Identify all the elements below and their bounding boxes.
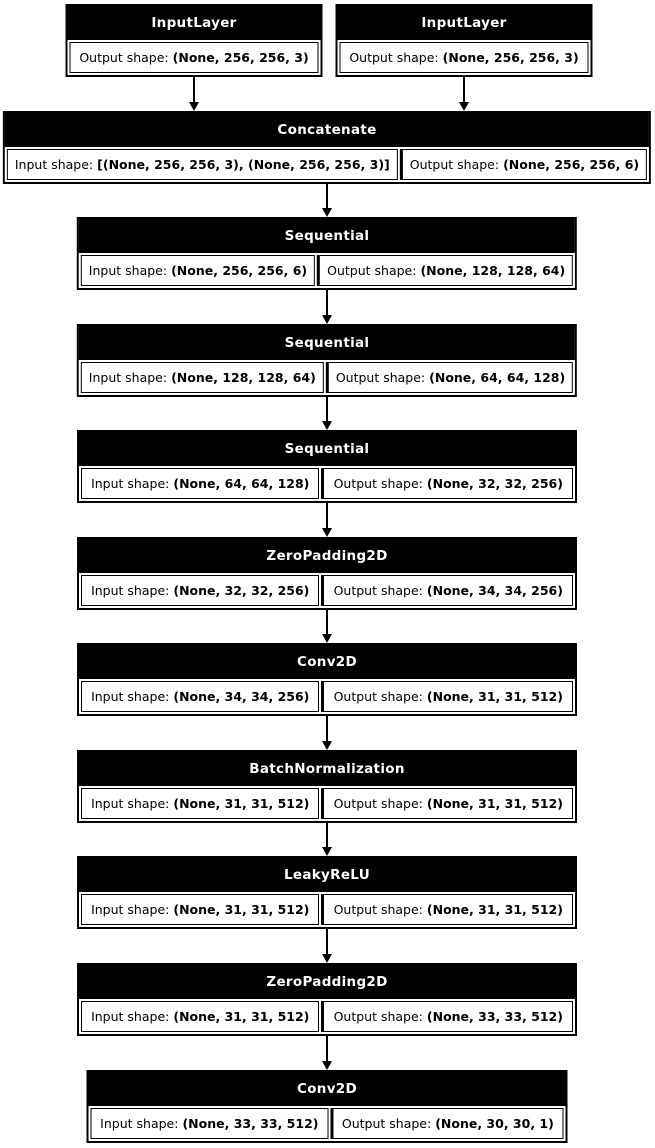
input-shape-cell (7, 149, 398, 180)
arrow-line (326, 503, 328, 530)
output-shape-cell (321, 468, 573, 499)
output-shape-label: Output shape: (341, 1116, 432, 1131)
input-shape-label: Input shape: (91, 796, 170, 811)
arrow-line (326, 1036, 328, 1063)
arrowhead-icon (322, 421, 332, 430)
output-shape-label: Output shape: (335, 370, 426, 385)
layer-name: InputLayer (421, 15, 507, 31)
output-shape-label: Output shape: (333, 476, 423, 491)
layer-title (79, 539, 575, 573)
output-shape-label: Output shape: (333, 796, 423, 811)
output-shape-cell (340, 42, 589, 73)
input-shape-value: (None, 31, 31, 512) (173, 796, 310, 811)
layer-title (338, 6, 591, 40)
layer-shapes (79, 253, 575, 288)
layer-shapes (79, 573, 575, 608)
arrow-line (326, 184, 328, 210)
layer-title (68, 6, 321, 40)
arrowhead-icon (322, 741, 332, 750)
input-shape-cell (81, 894, 319, 925)
layer-title (79, 752, 575, 786)
layer-shapes (79, 360, 575, 395)
output-shape-value: (None, 30, 30, 1) (435, 1116, 554, 1131)
edge-arrow-leakyrelu-zeropadding2 (321, 929, 333, 963)
layer-title (5, 113, 649, 147)
input-shape-label: Input shape: (91, 1009, 170, 1024)
layer-title (79, 645, 575, 679)
arrowhead-icon (189, 102, 199, 111)
output-shape-value: (None, 31, 31, 512) (426, 796, 563, 811)
output-shape-label: Output shape: (333, 689, 423, 704)
input-shape-label: Input shape: (91, 902, 170, 917)
arrow-line (326, 397, 328, 423)
output-shape-cell (321, 681, 573, 712)
input-shape-cell (81, 1001, 319, 1032)
input-shape-cell (81, 468, 319, 499)
edge-arrow-sequential2-sequential3 (321, 397, 333, 430)
edge-arrow-concatenate-sequential1 (321, 184, 333, 217)
layer-node-inputlayer-1 (66, 4, 323, 77)
output-shape-label: Output shape: (333, 902, 423, 917)
input-shape-cell (81, 575, 319, 606)
input-shape-cell (81, 788, 319, 819)
output-shape-cell (321, 1001, 573, 1032)
edge-arrow-batchnorm-leakyrelu (321, 823, 333, 856)
edge-arrow-input2-concatenate (458, 77, 470, 111)
input-shape-label: Input shape: (91, 689, 170, 704)
layer-shapes (79, 892, 575, 927)
layer-name: Sequential (284, 335, 370, 351)
layer-title (79, 965, 575, 999)
layer-name: Sequential (284, 228, 370, 244)
output-shape-cell (70, 42, 319, 73)
layer-title (79, 432, 575, 466)
input-shape-cell (81, 362, 324, 393)
layer-name: InputLayer (151, 15, 237, 31)
arrow-line (326, 290, 328, 317)
layer-node-sequential-1 (77, 217, 577, 290)
input-shape-label: Input shape: (91, 476, 170, 491)
layer-title (89, 1072, 566, 1106)
arrow-line (326, 823, 328, 849)
output-shape-label: Output shape: (349, 50, 439, 65)
edge-arrow-sequential1-sequential2 (321, 290, 333, 324)
layer-title (79, 219, 575, 253)
output-shape-value: (None, 256, 256, 6) (503, 157, 640, 172)
edge-arrow-zeropadding2-conv2 (321, 1036, 333, 1070)
layer-name: LeakyReLU (284, 867, 370, 883)
arrowhead-icon (322, 634, 332, 643)
input-shape-value: (None, 31, 31, 512) (173, 902, 310, 917)
output-shape-value: (None, 256, 256, 3) (172, 50, 309, 65)
input-shape-label: Input shape: (91, 583, 170, 598)
arrowhead-icon (322, 954, 332, 963)
input-shape-value: [(None, 256, 256, 3), (None, 256, 256, 3)] (97, 157, 390, 172)
input-shape-value: (None, 128, 128, 64) (171, 370, 316, 385)
output-shape-cell (321, 575, 573, 606)
output-shape-cell (321, 788, 573, 819)
input-shape-value: (None, 64, 64, 128) (173, 476, 310, 491)
input-shape-value: (None, 34, 34, 256) (173, 689, 310, 704)
output-shape-cell (400, 149, 647, 180)
arrowhead-icon (322, 847, 332, 856)
output-shape-value: (None, 32, 32, 256) (426, 476, 563, 491)
arrow-line (326, 929, 328, 956)
input-shape-cell (91, 1108, 329, 1139)
input-shape-label: Input shape: (100, 1116, 179, 1131)
layer-node-conv2d-2 (87, 1070, 568, 1143)
layer-node-sequential-3 (77, 430, 577, 503)
layer-node-sequential-2 (77, 324, 577, 397)
layer-shapes (68, 40, 321, 75)
layer-node-leakyrelu (77, 856, 577, 929)
input-shape-label: Input shape: (14, 157, 94, 172)
layer-title (79, 326, 575, 360)
output-shape-cell (326, 362, 573, 393)
layer-name: Sequential (284, 441, 370, 457)
output-shape-value: (None, 128, 128, 64) (420, 263, 566, 278)
output-shape-value: (None, 64, 64, 128) (429, 370, 566, 385)
output-shape-cell (317, 255, 573, 286)
output-shape-value: (None, 31, 31, 512) (426, 689, 563, 704)
output-shape-value: (None, 34, 34, 256) (426, 583, 563, 598)
output-shape-label: Output shape: (327, 263, 417, 278)
arrow-line (193, 77, 195, 104)
layer-shapes (5, 147, 649, 182)
output-shape-cell (330, 1108, 563, 1139)
input-shape-value: (None, 31, 31, 512) (173, 1009, 310, 1024)
layer-shapes (338, 40, 591, 75)
layer-node-zeropadding2d-1 (77, 537, 577, 610)
layer-node-inputlayer-2 (336, 4, 593, 77)
edge-arrow-input1-concatenate (188, 77, 200, 111)
layer-shapes (89, 1106, 566, 1141)
layer-name: ZeroPadding2D (266, 548, 388, 564)
input-shape-label: Input shape: (88, 370, 168, 385)
layer-name: ZeroPadding2D (266, 974, 388, 990)
arrow-line (326, 716, 328, 743)
output-shape-value: (None, 256, 256, 3) (442, 50, 579, 65)
edge-arrow-sequential3-zeropadding1 (321, 503, 333, 537)
layer-title (79, 858, 575, 892)
output-shape-label: Output shape: (333, 1009, 423, 1024)
edge-arrow-zeropadding1-conv1 (321, 610, 333, 643)
output-shape-label: Output shape: (409, 157, 500, 172)
output-shape-cell (321, 894, 573, 925)
arrowhead-icon (322, 528, 332, 537)
arrowhead-icon (322, 208, 332, 217)
layer-node-concatenate (3, 111, 651, 184)
arrowhead-icon (322, 315, 332, 324)
input-shape-value: (None, 256, 256, 6) (171, 263, 308, 278)
layer-shapes (79, 999, 575, 1034)
output-shape-value: (None, 31, 31, 512) (426, 902, 563, 917)
arrowhead-icon (322, 1061, 332, 1070)
output-shape-label: Output shape: (79, 50, 169, 65)
arrow-line (463, 77, 465, 104)
layer-name: Conv2D (297, 1081, 357, 1097)
layer-name: BatchNormalization (249, 761, 405, 777)
layer-shapes (79, 466, 575, 501)
layer-shapes (79, 786, 575, 821)
output-shape-label: Output shape: (333, 583, 423, 598)
input-shape-value: (None, 32, 32, 256) (173, 583, 310, 598)
input-shape-cell (81, 255, 315, 286)
input-shape-cell (81, 681, 319, 712)
output-shape-value: (None, 33, 33, 512) (426, 1009, 563, 1024)
layer-node-batchnormalization (77, 750, 577, 823)
layer-name: Concatenate (277, 122, 377, 138)
layer-name: Conv2D (297, 654, 357, 670)
edge-arrow-conv1-batchnorm (321, 716, 333, 750)
arrowhead-icon (459, 102, 469, 111)
layer-node-conv2d-1 (77, 643, 577, 716)
layer-shapes (79, 679, 575, 714)
input-shape-label: Input shape: (88, 263, 168, 278)
layer-node-zeropadding2d-2 (77, 963, 577, 1036)
arrow-line (326, 610, 328, 636)
input-shape-value: (None, 33, 33, 512) (182, 1116, 319, 1131)
